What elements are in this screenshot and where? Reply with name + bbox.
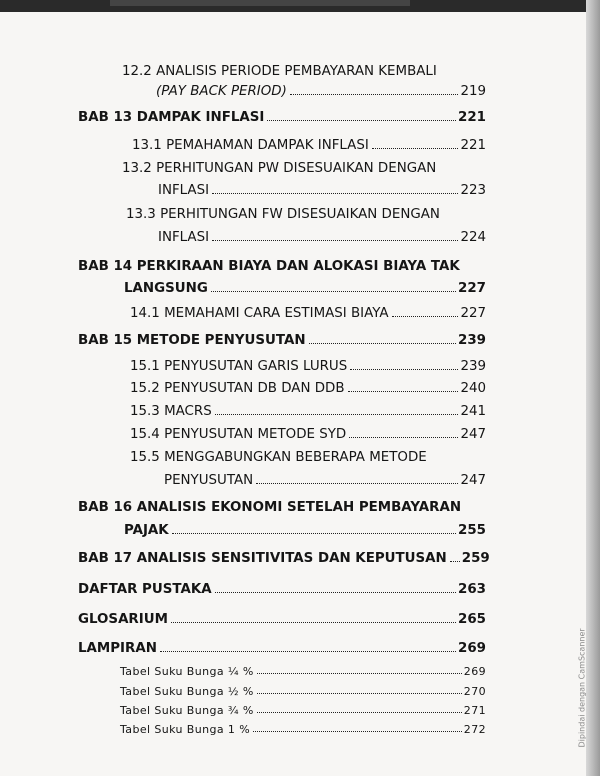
page-number: 259: [461, 551, 490, 566]
toc-chapter-14-line1: [78, 259, 460, 274]
dot-leader: [309, 343, 456, 344]
page-number: 239: [458, 333, 486, 348]
toc-title: 15.1 PENYUSUTAN GARIS LURUS: [130, 359, 348, 374]
toc-title: BAB 16 ANALISIS EKONOMI SETELAH PEMBAYARAN: [78, 500, 462, 515]
dot-leader: [215, 592, 456, 593]
page-number: 240: [460, 381, 486, 396]
dot-leader: [290, 94, 459, 95]
page-number: 271: [463, 704, 486, 717]
dot-leader: [257, 712, 462, 713]
page-number: 263: [458, 582, 486, 597]
toc-chapter-15: [78, 333, 486, 348]
toc-title: 12.2 ANALISIS PERIODE PEMBAYARAN KEMBALI: [122, 64, 437, 79]
page-number: 247: [460, 473, 486, 488]
toc-title: (PAY BACK PERIOD): [156, 84, 287, 99]
toc-title: 13.3 PERHITUNGAN FW DISESUAIKAN DENGAN: [126, 207, 440, 222]
scan-right-edge: [586, 0, 600, 776]
toc-tabel-three-quarter: [120, 704, 486, 717]
toc-entry-13-3: [158, 230, 486, 245]
toc-entry-15-2: [130, 381, 486, 396]
dot-leader: [257, 673, 462, 674]
dot-leader: [450, 561, 460, 562]
toc-title: Tabel Suku Bunga ¾ %: [120, 704, 254, 717]
page-number: 227: [458, 281, 486, 296]
dot-leader: [257, 693, 462, 694]
toc-title: LAMPIRAN: [78, 641, 157, 656]
dot-leader: [372, 148, 459, 149]
toc-tabel-quarter: [120, 665, 486, 678]
toc-chapter-17: [78, 551, 490, 566]
dot-leader: [349, 437, 458, 438]
toc-tabel-half: [120, 685, 486, 698]
toc-entry-14-1: [130, 306, 486, 321]
dot-leader: [160, 651, 456, 652]
toc-entry-12-2: [156, 84, 486, 99]
toc-chapter-16-line1: [78, 500, 461, 515]
toc-title: INFLASI: [158, 183, 210, 198]
toc-entry-15-3: [130, 404, 486, 419]
page-number: 223: [460, 183, 486, 198]
toc-title: BAB 15 METODE PENYUSUTAN: [78, 333, 306, 348]
watermark-text: Dipindai dengan CamScanner: [577, 628, 587, 748]
toc-entry-13-1: [132, 138, 486, 153]
toc-title: BAB 14 PERKIRAAN BIAYA DAN ALOKASI BIAYA TAK: [78, 259, 460, 274]
toc-title: INFLASI: [158, 230, 210, 245]
toc-entry-13-3-line1: [126, 207, 440, 222]
page-number: 255: [458, 523, 486, 538]
toc-chapter-16: [124, 523, 486, 538]
toc-tabel-one: [120, 723, 486, 736]
toc-title: BAB 13 DAMPAK INFLASI: [78, 110, 265, 125]
page-number: 219: [460, 84, 486, 99]
scan-top-shadow: [110, 0, 410, 6]
page-number: 269: [458, 641, 486, 656]
dot-leader: [212, 193, 458, 194]
page-number: 265: [458, 612, 486, 627]
camscanner-watermark: [575, 560, 585, 750]
toc-entry-15-5: [164, 473, 486, 488]
toc-title: PAJAK: [124, 523, 169, 538]
dot-leader: [212, 240, 458, 241]
toc-title: GLOSARIUM: [78, 612, 168, 627]
toc-title: 13.2 PERHITUNGAN PW DISESUAIKAN DENGAN: [122, 161, 437, 176]
toc-title: Tabel Suku Bunga 1 %: [120, 723, 251, 736]
page-number: 269: [463, 665, 486, 678]
toc-title: 13.1 PEMAHAMAN DAMPAK INFLASI: [132, 138, 369, 153]
toc-glosarium: [78, 612, 486, 627]
dot-leader: [392, 316, 459, 317]
toc-title: Tabel Suku Bunga ¼ %: [120, 665, 254, 678]
toc-entry-15-1: [130, 359, 486, 374]
toc-title: 15.2 PENYUSUTAN DB DAN DDB: [130, 381, 345, 396]
dot-leader: [256, 483, 458, 484]
toc-daftar-pustaka: [78, 582, 486, 597]
dot-leader: [215, 414, 459, 415]
page-number: 272: [463, 723, 486, 736]
page-number: 227: [460, 306, 486, 321]
page-number: 239: [460, 359, 486, 374]
toc-title: PENYUSUTAN: [164, 473, 254, 488]
toc-entry-12-2-line1: [122, 64, 437, 79]
toc-chapter-13: [78, 110, 486, 125]
toc-title: 15.4 PENYUSUTAN METODE SYD: [130, 427, 347, 442]
dot-leader: [350, 369, 458, 370]
page-number: 270: [463, 685, 486, 698]
toc-title: BAB 17 ANALISIS SENSITIVITAS DAN KEPUTUSAN: [78, 551, 447, 566]
toc-title: 15.3 MACRS: [130, 404, 212, 419]
toc-title: LANGSUNG: [124, 281, 208, 296]
page-number: 224: [460, 230, 486, 245]
dot-leader: [348, 391, 459, 392]
dot-leader: [171, 622, 456, 623]
toc-entry-13-2: [158, 183, 486, 198]
toc-entry-15-5-line1: [130, 450, 427, 465]
page-number: 241: [460, 404, 486, 419]
toc-lampiran: [78, 641, 486, 656]
toc-entry-13-2-line1: [122, 161, 436, 176]
toc-title: 15.5 MENGGABUNGKAN BEBERAPA METODE: [130, 450, 427, 465]
toc-title: Tabel Suku Bunga ½ %: [120, 685, 254, 698]
page-number: 221: [458, 110, 486, 125]
page-number: 247: [460, 427, 486, 442]
page-number: 221: [460, 138, 486, 153]
toc-title: DAFTAR PUSTAKA: [78, 582, 212, 597]
dot-leader: [267, 120, 456, 121]
dot-leader: [211, 291, 456, 292]
toc-chapter-14: [124, 281, 486, 296]
toc-title: 14.1 MEMAHAMI CARA ESTIMASI BIAYA: [130, 306, 389, 321]
dot-leader: [172, 533, 456, 534]
dot-leader: [253, 731, 462, 732]
toc-entry-15-4: [130, 427, 486, 442]
